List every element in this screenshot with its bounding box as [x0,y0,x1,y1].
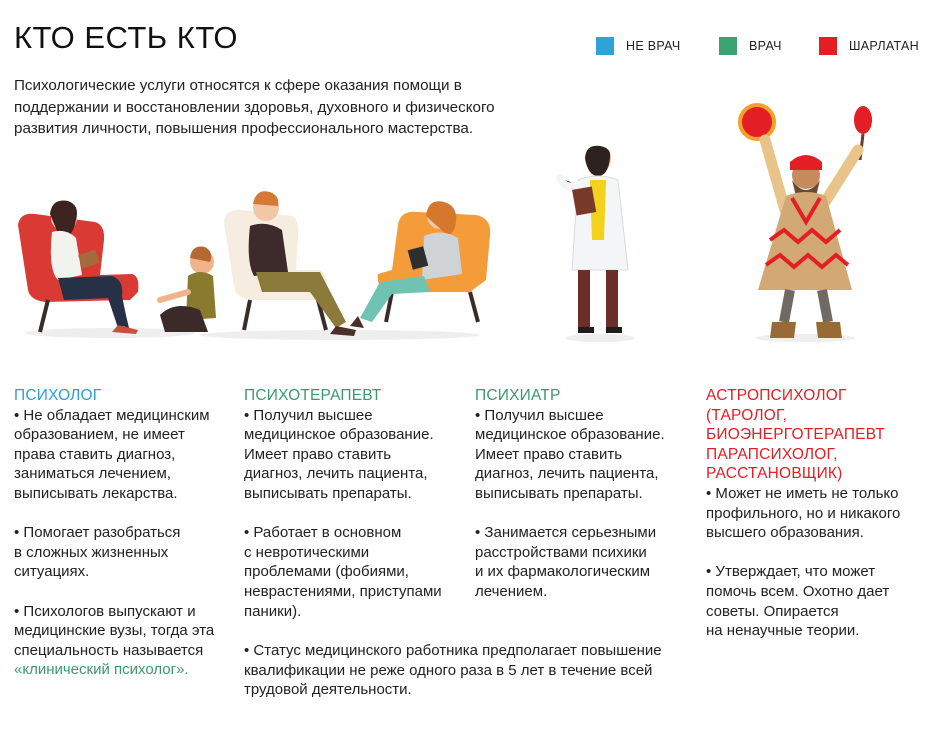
astropsychologist-illustration [740,105,872,342]
heading-astropsychologist: АСТРОПСИХОЛОГ (ТАРОЛОГ, БИОЭНЕРГОТЕРАПЕВТ ПАРАПСИХОЛОГ, РАССТАНОВЩИК) [706,387,885,483]
column-astropsychologist [706,386,926,660]
medical-status-note: • Статус медицинского работника предполагает повышение квалификации не реже одного раза в 5 лет в течение всей трудовой деятельности. [244,642,662,699]
psychiatrist-text-2: • Занимается серьезными расстройствами психики и их фармакологическим лечением. [475,524,657,600]
astropsychologist-text-1: • Может не иметь не только профильного, но и никакого высшего образования. [706,484,901,542]
astropsychologist-text-2: • Утверждает, что может помочь всем. Охотно дает советы. Опирается на ненаучные теории. [706,563,890,640]
heading-psychotherapist: ПСИХОТЕРАПЕВТ [244,387,382,404]
psychologist-illustration [18,201,216,338]
heading-psychologist: ПСИХОЛОГ [14,387,102,404]
heading-psychiatrist: ПСИХИАТР [475,387,561,404]
psychotherapist-text-1: • Получил высшее медицинское образование. Имеет право ставить диагноз, лечить пациента, выписывать препараты. [244,406,434,502]
intro-paragraph: Психологические услуги относятся к сфере оказания помощи в поддержании и восстановлении здоровья, духовного и физического развития личности, повышения профессионального мастерства. [14,77,495,137]
psychologist-text-1: • Не обладает медицинским образованием, не имеет права ставить диагноз, заниматься лечением, выписывать лекарства. [14,406,210,502]
page-title: КТО ЕСТЬ КТО [14,20,238,55]
legend-label: НЕ ВРАЧ [626,39,681,53]
legend-label: ШАРЛАТАН [849,39,919,53]
clinical-psychologist-highlight: «клинический психолог». [14,661,189,679]
psychiatrist-text-1: • Получил высшее медицинское образование. Имеет право ставить диагноз, лечить пациента, выписывать препараты. [475,406,665,502]
column-psychotherapist [244,386,469,641]
column-psychiatrist [475,386,700,621]
psychiatrist-illustration [560,146,635,342]
psychologist-text-3: • Психологов выпускают и медицинские вузы, тогда эта специальность называется [14,602,215,659]
psychotherapist-text-2: • Работает в основном с невротическими проблемами (фобиями, неврастениями, приступами паники). [244,524,442,620]
psychologist-text-2: • Помогает разобраться в сложных жизненных ситуациях. [14,524,181,581]
column-psychologist [14,386,239,680]
psychotherapist-illustration [200,191,490,340]
legend-label: ВРАЧ [749,39,782,53]
